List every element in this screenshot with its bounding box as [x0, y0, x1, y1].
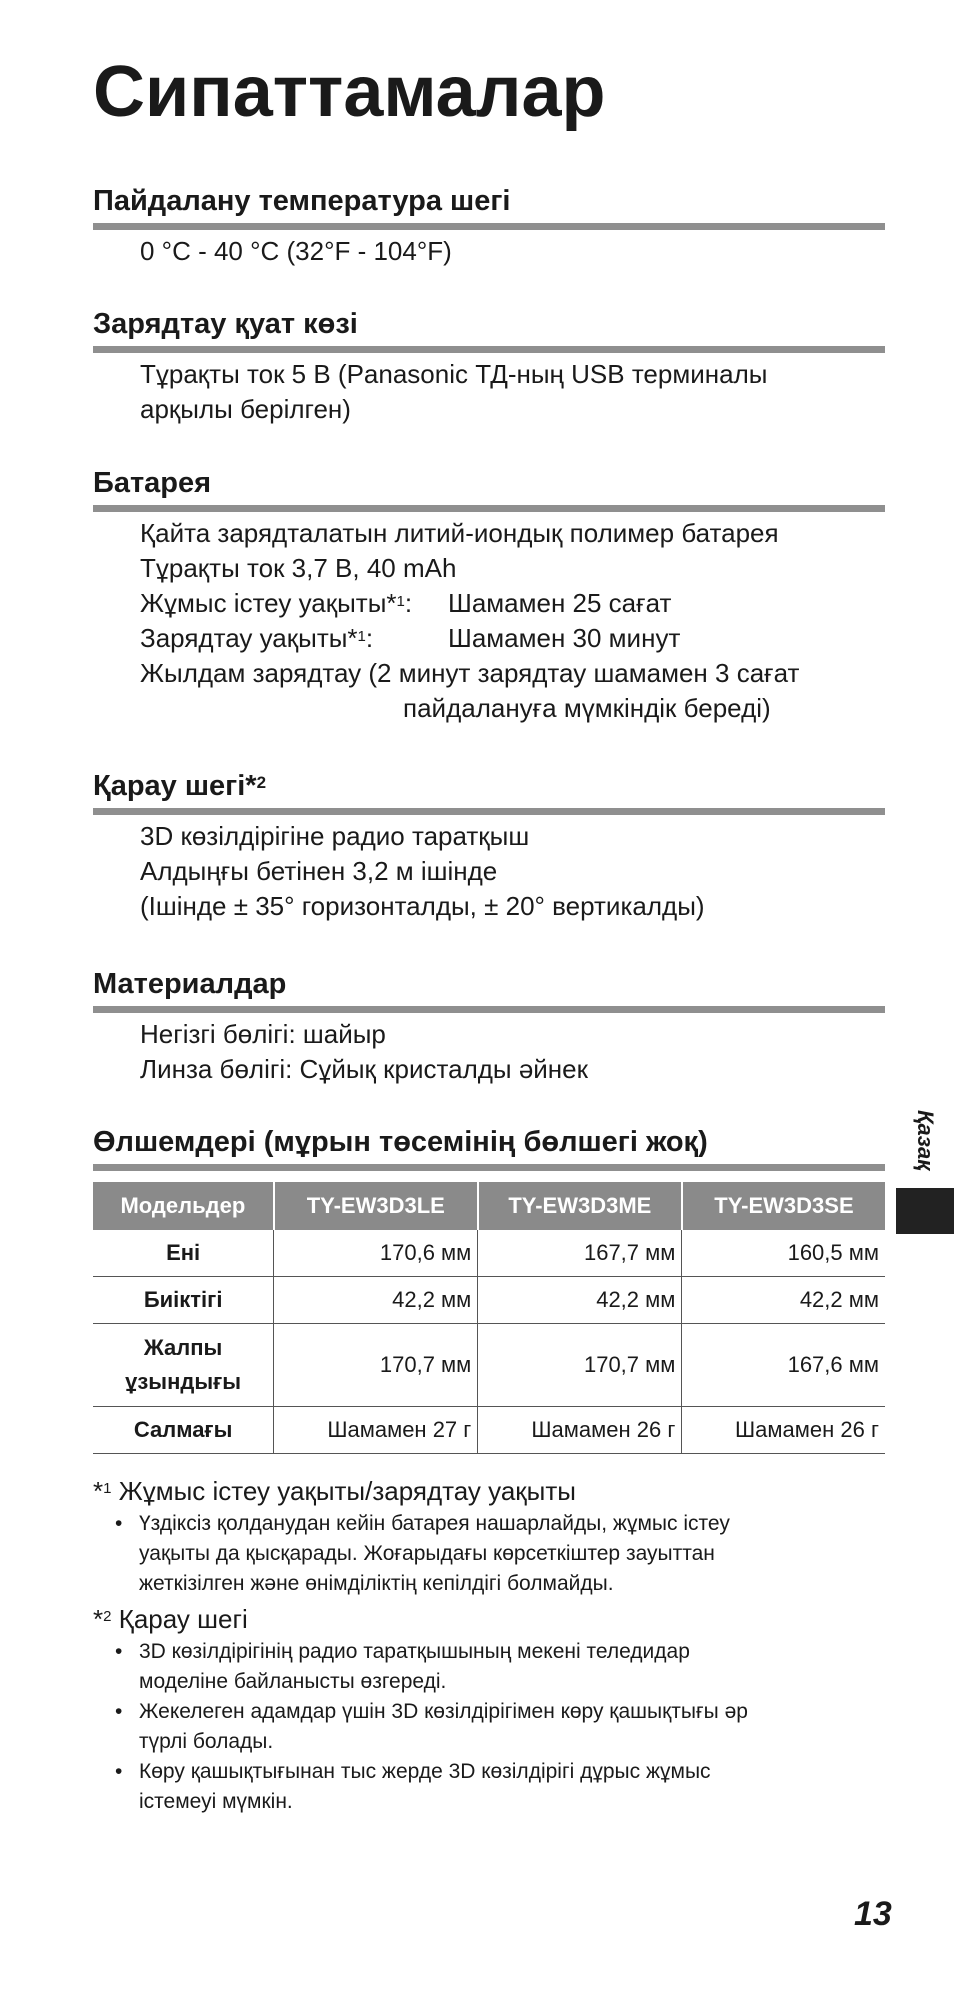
table-cell: Шамамен 26 г	[478, 1407, 682, 1454]
section-title: Пайдалану температура шегі	[93, 183, 885, 230]
bullet: •	[115, 1700, 123, 1723]
colon: :	[365, 623, 374, 653]
table-cell: 42,2 мм	[478, 1277, 682, 1324]
spec-line: 0 °C - 40 °C (32°F - 104°F)	[140, 236, 452, 266]
section-title: Өлшемдері (мұрын төсемінің бөлшегі жоқ)	[93, 1124, 885, 1171]
footnote-title-text: Қарау шегі	[111, 1604, 248, 1634]
bullet-line: Көру қашықтығынан тыс жерде 3D көзілдірігі дұрыс жұмыс	[139, 1760, 711, 1783]
bullet-line: Үздіксіз қолданудан кейін батарея нашарлайды, жұмыс істеу	[139, 1512, 730, 1535]
bullet-line: уақыты да қысқарады. Жоғарыдағы көрсеткіштер зауыттан	[139, 1542, 715, 1565]
section-temperature	[93, 183, 885, 269]
table-cell: 160,5 мм	[682, 1230, 885, 1277]
bullet-line: істемеуі мүмкін.	[139, 1790, 293, 1813]
bullet-line: моделіне байланысты өзгереді.	[139, 1670, 447, 1693]
footnotes	[93, 1473, 885, 1817]
spec-line: пайдалануға мүмкіндік береді)	[403, 693, 771, 723]
table-row	[93, 1277, 885, 1324]
spec-line: 3D көзілдірігіне радио таратқыш	[140, 821, 530, 851]
section-battery	[93, 465, 885, 726]
table-cell: 170,7 мм	[274, 1324, 478, 1407]
charge-time-row	[140, 621, 885, 656]
list-item	[115, 1757, 885, 1817]
spec-line: Тұрақты ток 3,7 В, 40 mAh	[140, 553, 457, 583]
row-label: Салмағы	[93, 1407, 274, 1454]
table-header: TY-EW3D3LE	[274, 1182, 478, 1230]
row-label	[93, 1324, 274, 1407]
table-cell: 42,2 мм	[274, 1277, 478, 1324]
spec-line: Алдыңғы бетінен 3,2 м ішінде	[140, 856, 498, 886]
spec-line: Қайта зарядталатын литий-иондық полимер батарея	[140, 518, 779, 548]
footnote-number: 1	[103, 1480, 112, 1497]
footnote-title-text: Жұмыс істеу уақыты/зарядтау уақыты	[111, 1476, 576, 1506]
language-tab-marker	[896, 1188, 954, 1234]
language-tab-label: Қазақ	[913, 1109, 938, 1171]
section-power	[93, 306, 885, 427]
section-dimensions	[93, 1124, 885, 1171]
page-number: 13	[854, 1895, 892, 1933]
bullet-line: түрлі болады.	[139, 1730, 274, 1753]
dimensions-table	[93, 1182, 885, 1454]
charge-time-label: Зарядтау уақыты*	[140, 623, 358, 653]
list-item	[115, 1697, 885, 1757]
section-title	[93, 768, 885, 815]
spec-line: Линза бөлігі: Сұйық кристалды әйнек	[140, 1054, 589, 1084]
spec-line: (Ішінде ± 35° горизонталды, ± 20° вертикалды)	[140, 891, 705, 921]
row-label: Ені	[93, 1230, 274, 1277]
row-label: Биіктігі	[93, 1277, 274, 1324]
table-row	[93, 1230, 885, 1277]
section-range	[93, 768, 885, 924]
footnote-2-title	[93, 1601, 885, 1637]
bullet: •	[115, 1640, 123, 1663]
bullet-line: жеткізілген және өнімділіктің кепілдігі болмайды.	[139, 1572, 614, 1595]
row-label-line: Жалпы	[143, 1335, 223, 1360]
operating-time-value: Шамамен 25 сағат	[448, 588, 672, 618]
bullet: •	[115, 1512, 123, 1535]
bullet-line: 3D көзілдірігінің радио таратқышының мекені теледидар	[139, 1640, 690, 1663]
table-header: TY-EW3D3SE	[682, 1182, 885, 1230]
table-row	[93, 1324, 885, 1407]
section-title: Батарея	[93, 465, 885, 512]
footnote-ref: 1	[357, 628, 366, 645]
spec-line: арқылы берілген)	[140, 394, 351, 424]
spec-line: Жылдам зарядтау (2 минут зарядтау шамамен 3 сағат	[140, 658, 800, 688]
table-header: Модельдер	[93, 1182, 274, 1230]
table-cell: 170,6 мм	[274, 1230, 478, 1277]
section-materials	[93, 966, 885, 1087]
table-cell: 42,2 мм	[682, 1277, 885, 1324]
footnote-mark: *	[93, 1476, 104, 1506]
table-header-row	[93, 1182, 885, 1230]
list-item	[115, 1637, 885, 1697]
bullet: •	[115, 1760, 123, 1783]
footnote-ref: 1	[396, 593, 405, 610]
bullet-line: Жекелеген адамдар үшін 3D көзілдірігімен көру қашықтығы әр	[139, 1700, 748, 1723]
operating-time-label: Жұмыс істеу уақыты*	[140, 588, 397, 618]
footnote-number: 2	[103, 1608, 112, 1625]
table-cell: 167,7 мм	[478, 1230, 682, 1277]
row-label-line: ұзындығы	[125, 1369, 242, 1394]
table-header: TY-EW3D3ME	[478, 1182, 682, 1230]
list-item	[115, 1509, 885, 1599]
spec-line: Негізгі бөлігі: шайыр	[140, 1019, 386, 1049]
table-cell: Шамамен 27 г	[274, 1407, 478, 1454]
section-title-text: Қарау шегі*	[93, 770, 257, 802]
table-cell: 170,7 мм	[478, 1324, 682, 1407]
page-title: Сипаттамалар	[93, 52, 606, 132]
footnote-ref: 2	[256, 773, 267, 792]
footnote-mark: *	[93, 1604, 104, 1634]
charge-time-value: Шамамен 30 минут	[448, 623, 681, 653]
table-cell: 167,6 мм	[682, 1324, 885, 1407]
section-title: Материалдар	[93, 966, 885, 1013]
operating-time-row	[140, 586, 885, 621]
footnote-1-title	[93, 1473, 885, 1509]
table-row	[93, 1407, 885, 1454]
spec-line: Тұрақты ток 5 В (Panasonic ТД-ның USB терминалы	[140, 359, 768, 389]
colon: :	[404, 588, 413, 618]
table-cell: Шамамен 26 г	[682, 1407, 885, 1454]
section-title: Зарядтау қуат көзі	[93, 306, 885, 353]
